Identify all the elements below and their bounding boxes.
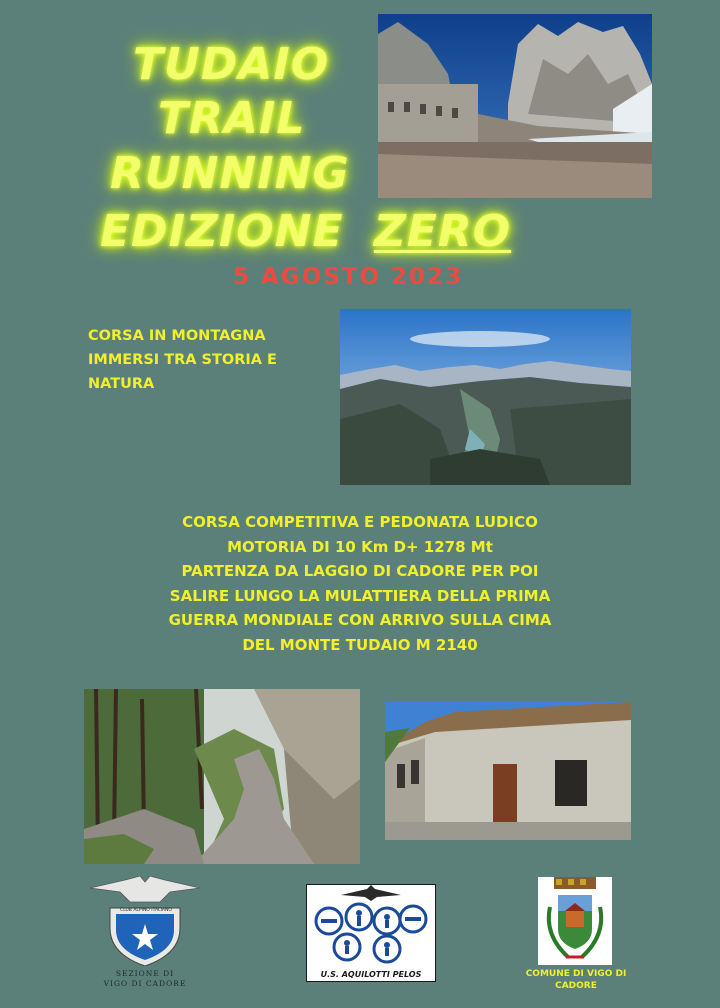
title-line-4 — [100, 205, 511, 259]
title-line-1: TUDAIO — [133, 39, 330, 90]
intro-line-1: CORSA IN MONTAGNA — [88, 328, 266, 344]
comune-caption-line-1: COMUNE DI VIGO DI — [525, 969, 627, 979]
intro-line-2: IMMERSI TRA STORIA E — [88, 352, 277, 368]
description-line-2: MOTORIA DI 10 Km D+ 1278 Mt — [227, 537, 493, 556]
title-edizione: EDIZIONE — [100, 206, 344, 257]
photo-valley — [340, 309, 631, 485]
photo-stone-building — [385, 702, 631, 840]
cai-caption — [94, 969, 196, 989]
description-line-4: SALIRE LUNGO LA MULATTIERA DELLA PRIMA — [169, 586, 551, 605]
description-line-3: PARTENZA DA LAGGIO DI CADORE PER POI — [181, 562, 539, 580]
aquilotti-sports-icon — [307, 885, 435, 981]
description-line-1: CORSA COMPETITIVA E PEDONATA LUDICO — [182, 513, 538, 531]
cai-eagle-shield-icon — [90, 876, 200, 966]
comune-caption — [520, 968, 632, 992]
cai-badge-text: CLUB ALPINO ITALIANO — [120, 908, 172, 913]
photo-fort-peaks — [378, 14, 652, 198]
title-line-2: TRAIL — [158, 93, 306, 144]
aquilotti-caption: U.S. AQUILOTTI PELOS — [320, 970, 422, 979]
aquilotti-logo — [306, 884, 436, 982]
title-zero: ZERO — [373, 206, 512, 257]
photo-mule-track — [84, 689, 360, 864]
title-line-3: RUNNING — [110, 148, 350, 199]
cai-caption-line-1: SEZIONE DI — [115, 969, 175, 978]
cai-logo — [90, 876, 200, 966]
comune-caption-line-2: CADORE — [555, 981, 597, 991]
comune-crest-icon — [538, 877, 612, 965]
comune-logo — [538, 877, 612, 965]
intro-line-3: NATURA — [88, 376, 155, 392]
cai-caption-line-2: VIGO DI CADORE — [103, 979, 187, 988]
intro-text — [88, 324, 277, 396]
event-description — [100, 510, 620, 657]
description-line-6: DEL MONTE TUDAIO M 2140 — [242, 635, 478, 654]
description-line-5: GUERRA MONDIALE CON ARRIVO SULLA CIMA — [168, 611, 552, 629]
event-date: 5 AGOSTO 2023 — [233, 264, 464, 290]
